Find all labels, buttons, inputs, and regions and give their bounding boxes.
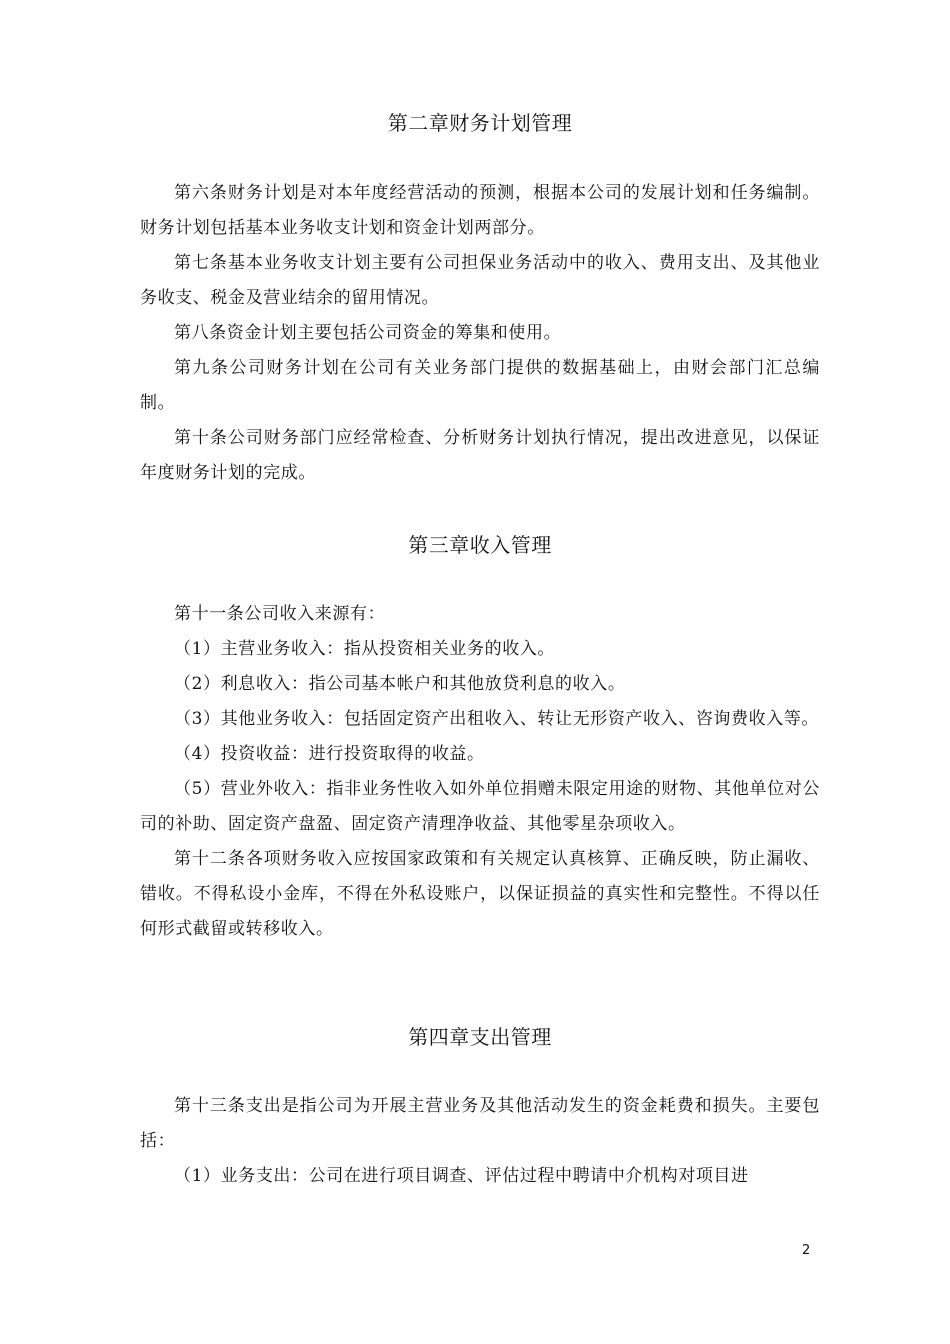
- chapter-title: 第三章收入管理: [408, 533, 552, 557]
- article-12: 第十二条各项财务收入应按国家政策和有关规定认真核算、正确反映，防止漏收、错收。不得私设小金库，不得在外私设账户，以保证损益的真实性和完整性。不得以任何形式截留或转移收入。: [140, 849, 820, 939]
- chapter-title: 第四章支出管理: [408, 1025, 552, 1049]
- article-6: 第六条财务计划是对本年度经营活动的预测，根据本公司的发展计划和任务编制。财务计划包括基本业务收支计划和资金计划两部分。: [140, 183, 820, 238]
- article-11: 第十一条公司收入来源有：: [174, 604, 386, 624]
- income-item-3: （3）其他业务收入：包括固定资产出租收入、转让无形资产收入、咨询费收入等。: [174, 709, 820, 729]
- expense-item-1: （1）业务支出：公司在进行项目调查、评估过程中聘请中介机构对项目进: [174, 1166, 749, 1186]
- income-item-4: （4）投资收益：进行投资取得的收益。: [174, 744, 485, 764]
- chapter-3-section: [140, 530, 820, 560]
- income-item-1: （1）主营业务收入：指从投资相关业务的收入。: [174, 639, 556, 659]
- article-9: 第九条公司财务计划在公司有关业务部门提供的数据基础上，由财会部门汇总编制。: [140, 358, 820, 413]
- income-item-2: （2）利息收入：指公司基本帐户和其他放贷利息的收入。: [174, 674, 626, 694]
- chapter-3-body: [140, 597, 820, 947]
- article-7: 第七条基本业务收支计划主要有公司担保业务活动中的收入、费用支出、及其他业务收支、税金及营业结余的留用情况。: [140, 253, 820, 308]
- chapter-4-section: [140, 1022, 820, 1052]
- article-10: 第十条公司财务部门应经常检查、分析财务计划执行情况，提出改进意见，以保证年度财务计划的完成。: [140, 428, 820, 483]
- chapter-2-section: [140, 108, 820, 138]
- chapter-2-body: [140, 176, 820, 491]
- income-item-5: （5）营业外收入：指非业务性收入如外单位捐赠未限定用途的财物、其他单位对公司的补助、固定资产盘盈、固定资产清理净收益、其他零星杂项收入。: [140, 779, 820, 834]
- chapter-title: 第二章财务计划管理: [387, 111, 573, 135]
- page-number: 2: [802, 1243, 811, 1258]
- chapter-4-body: [140, 1089, 820, 1194]
- article-8: 第八条资金计划主要包括公司资金的筹集和使用。: [174, 323, 562, 343]
- article-13: 第十三条支出是指公司为开展主营业务及其他活动发生的资金耗费和损失。主要包括：: [140, 1096, 820, 1151]
